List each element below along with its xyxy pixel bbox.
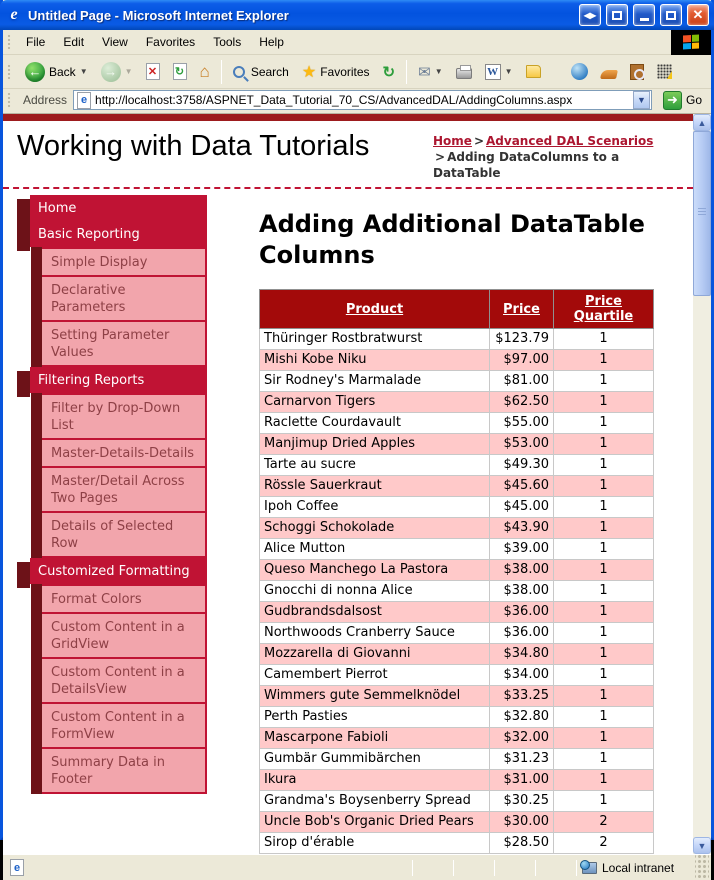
quartile-cell: 1 bbox=[554, 371, 654, 392]
price-cell: $55.00 bbox=[490, 413, 554, 434]
sidebar-label: Customized Formatting bbox=[30, 558, 207, 584]
table-row bbox=[260, 833, 654, 854]
mail-icon: ✉ bbox=[418, 63, 431, 81]
sidebar-item-custom-content-in-a-gridview[interactable] bbox=[31, 614, 207, 659]
go-label: Go bbox=[685, 93, 702, 107]
status-page-icon: e bbox=[10, 859, 24, 876]
messenger-icon bbox=[571, 63, 588, 80]
price-cell: $30.25 bbox=[490, 791, 554, 812]
discuss-note-icon bbox=[526, 65, 541, 78]
quartile-cell: 1 bbox=[554, 413, 654, 434]
sidebar-label: Filter by Drop-Down List bbox=[42, 393, 207, 440]
page-title: Adding Additional DataTable Columns bbox=[259, 210, 645, 269]
status-cell bbox=[454, 855, 494, 880]
site-header bbox=[3, 121, 693, 189]
product-cell: Queso Manchego La Pastora bbox=[260, 560, 490, 581]
sidebar-section-customized-formatting[interactable] bbox=[17, 558, 207, 584]
column-header-product bbox=[260, 290, 490, 329]
sidebar-label: Details of Selected Row bbox=[42, 513, 207, 558]
address-url[interactable]: http://localhost:3758/ASPNET_Data_Tutorial_70_CS/AdvancedDAL/AddingColumns.aspx bbox=[95, 93, 573, 107]
products-gridview bbox=[259, 289, 654, 854]
table-header-row bbox=[260, 290, 654, 329]
sidebar-label: Custom Content in a DetailsView bbox=[42, 659, 207, 704]
quartile-cell: 1 bbox=[554, 518, 654, 539]
sidebar-item-setting-parameter-values[interactable] bbox=[31, 322, 207, 367]
edit-with-word-button[interactable] bbox=[480, 62, 518, 82]
snippet-button[interactable] bbox=[652, 62, 677, 81]
security-zone-panel bbox=[577, 861, 695, 875]
address-bar bbox=[3, 89, 711, 114]
table-row bbox=[260, 644, 654, 665]
menu-item-view[interactable]: View bbox=[102, 35, 128, 49]
sidebar-label: Setting Parameter Values bbox=[42, 322, 207, 367]
quartile-cell: 1 bbox=[554, 728, 654, 749]
product-cell: Schoggi Schokolade bbox=[260, 518, 490, 539]
price-cell: $81.00 bbox=[490, 371, 554, 392]
sort-price-quartile-link[interactable]: Price Quartile bbox=[573, 294, 634, 324]
sidebar-label: Master/Detail Across Two Pages bbox=[42, 468, 207, 513]
table-row bbox=[260, 707, 654, 728]
security-zone-label: Local intranet bbox=[602, 860, 675, 875]
quartile-cell: 1 bbox=[554, 602, 654, 623]
quartile-cell: 1 bbox=[554, 770, 654, 791]
product-cell: Thüringer Rostbratwurst bbox=[260, 329, 490, 350]
product-cell: Gumbär Gummibärchen bbox=[260, 749, 490, 770]
sort-product-link[interactable]: Product bbox=[345, 301, 404, 317]
toolbar-grip[interactable] bbox=[6, 63, 11, 81]
product-cell: Rössle Sauerkraut bbox=[260, 476, 490, 497]
favorites-label: Favorites bbox=[320, 64, 370, 79]
window-title: Untitled Page - Microsoft Internet Explorer bbox=[28, 7, 289, 23]
sidebar-label: Home bbox=[30, 195, 207, 221]
item-strip bbox=[31, 704, 42, 749]
product-cell: Mozzarella di Giovanni bbox=[260, 644, 490, 665]
back-dropdown-icon[interactable]: ▼ bbox=[79, 67, 88, 76]
menu-item-file[interactable]: File bbox=[26, 35, 46, 49]
minimize-button[interactable] bbox=[633, 4, 655, 26]
quartile-cell: 1 bbox=[554, 665, 654, 686]
column-header-price-quartile bbox=[554, 290, 654, 329]
research-button[interactable] bbox=[625, 62, 649, 82]
price-cell: $38.00 bbox=[490, 560, 554, 581]
status-cell bbox=[413, 855, 453, 880]
quartile-cell: 1 bbox=[554, 539, 654, 560]
price-cell: $45.60 bbox=[490, 476, 554, 497]
quartile-cell: 1 bbox=[554, 392, 654, 413]
snippet-icon bbox=[657, 64, 672, 79]
price-cell: $31.23 bbox=[490, 749, 554, 770]
product-cell: Ikura bbox=[260, 770, 490, 791]
toolbar-separator bbox=[406, 60, 407, 84]
table-row bbox=[260, 329, 654, 350]
discuss-button[interactable] bbox=[521, 63, 546, 80]
product-cell: Perth Pasties bbox=[260, 707, 490, 728]
column-header-price bbox=[490, 290, 554, 329]
sidebar-item-filter-by-drop-down-list[interactable] bbox=[31, 393, 207, 440]
quartile-cell: 1 bbox=[554, 623, 654, 644]
export-tool-button[interactable] bbox=[606, 4, 628, 26]
product-cell: Gnocchi di nonna Alice bbox=[260, 581, 490, 602]
price-cell: $49.30 bbox=[490, 455, 554, 476]
quartile-cell: 1 bbox=[554, 581, 654, 602]
favorites-star-icon: ★ bbox=[301, 63, 317, 81]
sidebar-section-filtering-reports[interactable] bbox=[17, 367, 207, 393]
favorites-button[interactable] bbox=[297, 60, 375, 84]
product-cell: Camembert Pierrot bbox=[260, 665, 490, 686]
table-row bbox=[260, 581, 654, 602]
forward-icon: → bbox=[101, 62, 121, 82]
item-strip bbox=[31, 468, 42, 513]
forward-dropdown-icon: ▼ bbox=[124, 67, 133, 76]
sidebar-label: Filtering Reports bbox=[30, 367, 207, 393]
search-label: Search bbox=[250, 64, 289, 79]
price-cell: $62.50 bbox=[490, 392, 554, 413]
window-arrow-icon bbox=[612, 11, 622, 20]
history-button[interactable] bbox=[378, 61, 401, 83]
search-button[interactable] bbox=[228, 63, 294, 81]
table-row bbox=[260, 749, 654, 770]
menu-item-favorites[interactable]: Favorites bbox=[145, 35, 196, 49]
product-cell: Sir Rodney's Marmalade bbox=[260, 371, 490, 392]
history-icon: ↻ bbox=[382, 63, 396, 81]
table-row bbox=[260, 539, 654, 560]
windows-logo bbox=[671, 30, 711, 55]
address-grip[interactable] bbox=[6, 91, 11, 109]
quartile-cell: 1 bbox=[554, 707, 654, 728]
mail-button[interactable] bbox=[413, 61, 448, 83]
page-content bbox=[3, 189, 693, 854]
product-cell: Mishi Kobe Niku bbox=[260, 350, 490, 371]
quartile-cell: 1 bbox=[554, 329, 654, 350]
item-strip bbox=[31, 659, 42, 704]
menu-item-help[interactable]: Help bbox=[259, 35, 284, 49]
sidebar-label: Declarative Parameters bbox=[42, 277, 207, 322]
quartile-cell: 2 bbox=[554, 812, 654, 833]
status-cell bbox=[536, 855, 576, 880]
product-cell: Raclette Courdavault bbox=[260, 413, 490, 434]
sidebar-label: Summary Data in Footer bbox=[42, 749, 207, 794]
table-row bbox=[260, 350, 654, 371]
sidebar-item-details-of-selected-row[interactable] bbox=[31, 513, 207, 558]
item-strip bbox=[31, 277, 42, 322]
menu-item-tools[interactable]: Tools bbox=[213, 35, 242, 49]
sidebar-label: Custom Content in a GridView bbox=[42, 614, 207, 659]
refresh-icon: ↻ bbox=[173, 63, 187, 80]
search-icon bbox=[233, 66, 245, 78]
site-title: Working with Data Tutorials bbox=[17, 130, 370, 162]
item-strip bbox=[31, 749, 42, 794]
product-cell: Gudbrandsdalsost bbox=[260, 602, 490, 623]
sort-price-link[interactable]: Price bbox=[503, 301, 540, 317]
item-strip bbox=[31, 513, 42, 558]
web-page bbox=[3, 114, 693, 854]
price-cell: $31.00 bbox=[490, 770, 554, 791]
price-cell: $45.00 bbox=[490, 497, 554, 518]
forward-button[interactable] bbox=[96, 60, 138, 84]
price-cell: $39.00 bbox=[490, 539, 554, 560]
status-left-panel bbox=[5, 859, 412, 876]
home-button[interactable] bbox=[195, 60, 215, 84]
plugin-icon bbox=[600, 70, 618, 79]
section-square-icon bbox=[17, 371, 30, 397]
table-row bbox=[260, 728, 654, 749]
refresh-button[interactable] bbox=[168, 61, 192, 82]
menu-items bbox=[17, 33, 293, 51]
print-icon bbox=[456, 68, 472, 79]
table-row bbox=[260, 455, 654, 476]
address-input[interactable] bbox=[73, 90, 652, 110]
sidebar-item-master-details-details[interactable] bbox=[31, 440, 207, 468]
item-strip bbox=[31, 584, 42, 614]
word-icon: W bbox=[485, 64, 501, 80]
product-cell: Alice Mutton bbox=[260, 539, 490, 560]
maximize-button[interactable] bbox=[660, 4, 682, 26]
sidebar-label: Simple Display bbox=[42, 247, 207, 277]
page-favicon: e bbox=[77, 92, 91, 109]
scrollbar-track[interactable] bbox=[693, 296, 711, 837]
menu-item-edit[interactable]: Edit bbox=[63, 35, 85, 49]
standard-toolbar bbox=[3, 55, 711, 89]
table-row bbox=[260, 770, 654, 791]
sidebar-item-simple-display[interactable] bbox=[31, 247, 207, 277]
home-icon: ⌂ bbox=[199, 61, 210, 81]
quartile-cell: 1 bbox=[554, 476, 654, 497]
vertical-scrollbar[interactable] bbox=[693, 114, 711, 854]
go-button[interactable] bbox=[658, 91, 707, 110]
price-cell: $28.50 bbox=[490, 833, 554, 854]
price-cell: $34.00 bbox=[490, 665, 554, 686]
go-arrow-icon: ➜ bbox=[663, 91, 682, 110]
resize-grip[interactable] bbox=[695, 855, 709, 880]
quartile-cell: 1 bbox=[554, 497, 654, 518]
product-cell: Uncle Bob's Organic Dried Pears bbox=[260, 812, 490, 833]
table-row bbox=[260, 812, 654, 833]
mail-dropdown-icon[interactable]: ▼ bbox=[434, 67, 443, 76]
breadcrumb-separator: > bbox=[473, 134, 484, 148]
title-bar bbox=[0, 0, 714, 30]
sidebar-item-format-colors[interactable] bbox=[31, 584, 207, 614]
menu-bar bbox=[3, 30, 711, 55]
sidebar-nav bbox=[17, 195, 207, 794]
sidebar-section-home[interactable] bbox=[17, 195, 207, 221]
close-button[interactable]: ✕ bbox=[687, 4, 709, 26]
price-cell: $36.00 bbox=[490, 602, 554, 623]
sidebar-item-custom-content-in-a-formview[interactable] bbox=[31, 704, 207, 749]
price-cell: $33.25 bbox=[490, 686, 554, 707]
breadcrumb-link-home[interactable]: Home bbox=[433, 134, 472, 148]
sidebar-label: Basic Reporting bbox=[30, 221, 207, 247]
item-strip bbox=[31, 322, 42, 367]
breadcrumb-link-section[interactable]: Advanced DAL Scenarios bbox=[486, 134, 654, 148]
ie-logo-icon: e bbox=[10, 6, 18, 23]
plugin-button[interactable] bbox=[596, 63, 622, 81]
table-row bbox=[260, 392, 654, 413]
item-strip bbox=[31, 247, 42, 277]
price-cell: $32.80 bbox=[490, 707, 554, 728]
table-row bbox=[260, 371, 654, 392]
resize-tool-button[interactable]: ◂▸ bbox=[579, 4, 601, 26]
price-cell: $38.00 bbox=[490, 581, 554, 602]
table-row bbox=[260, 791, 654, 812]
breadcrumb-current: Adding DataColumns to a DataTable bbox=[433, 150, 620, 180]
table-row bbox=[260, 518, 654, 539]
price-cell: $123.79 bbox=[490, 329, 554, 350]
page-top-strip bbox=[3, 114, 693, 121]
breadcrumb bbox=[433, 130, 683, 181]
back-button[interactable] bbox=[20, 60, 93, 84]
quartile-cell: 1 bbox=[554, 350, 654, 371]
quartile-cell: 1 bbox=[554, 434, 654, 455]
menu-grip[interactable] bbox=[6, 33, 11, 51]
quartile-cell: 2 bbox=[554, 833, 654, 854]
sidebar-item-summary-data-in-footer[interactable] bbox=[31, 749, 207, 794]
quartile-cell: 1 bbox=[554, 749, 654, 770]
sidebar-section-basic-reporting[interactable] bbox=[17, 221, 207, 247]
price-cell: $34.80 bbox=[490, 644, 554, 665]
product-cell: Sirop d'érable bbox=[260, 833, 490, 854]
table-row bbox=[260, 434, 654, 455]
address-label: Address bbox=[23, 93, 68, 107]
section-square-icon bbox=[17, 225, 30, 251]
price-cell: $53.00 bbox=[490, 434, 554, 455]
stop-icon: ✕ bbox=[146, 63, 160, 80]
local-intranet-icon bbox=[582, 862, 597, 874]
sidebar-label: Master-Details-Details bbox=[42, 440, 207, 468]
table-row bbox=[260, 413, 654, 434]
price-cell: $30.00 bbox=[490, 812, 554, 833]
product-cell: Mascarpone Fabioli bbox=[260, 728, 490, 749]
scroll-up-button[interactable]: ▲ bbox=[693, 114, 711, 131]
table-row bbox=[260, 602, 654, 623]
table-row bbox=[260, 476, 654, 497]
toolbar-separator bbox=[221, 60, 222, 84]
product-cell: Carnarvon Tigers bbox=[260, 392, 490, 413]
status-bar bbox=[3, 854, 711, 880]
product-cell: Grandma's Boysenberry Spread bbox=[260, 791, 490, 812]
research-icon bbox=[630, 64, 644, 80]
quartile-cell: 1 bbox=[554, 791, 654, 812]
scrollbar-thumb[interactable] bbox=[693, 131, 711, 296]
back-label: Back bbox=[49, 64, 76, 79]
product-cell: Manjimup Dried Apples bbox=[260, 434, 490, 455]
edit-dropdown-icon[interactable]: ▼ bbox=[504, 67, 513, 76]
sidebar-label: Format Colors bbox=[42, 584, 207, 614]
address-dropdown-button[interactable]: ▼ bbox=[633, 91, 650, 109]
item-strip bbox=[31, 614, 42, 659]
price-cell: $97.00 bbox=[490, 350, 554, 371]
table-row bbox=[260, 497, 654, 518]
price-cell: $43.90 bbox=[490, 518, 554, 539]
messenger-button[interactable] bbox=[566, 61, 593, 82]
status-cell bbox=[495, 855, 535, 880]
table-row bbox=[260, 560, 654, 581]
minimize-icon bbox=[640, 18, 649, 21]
main-content bbox=[207, 195, 693, 854]
table-row bbox=[260, 623, 654, 644]
product-cell: Northwoods Cranberry Sauce bbox=[260, 623, 490, 644]
sidebar-item-declarative-parameters[interactable] bbox=[31, 277, 207, 322]
price-cell: $36.00 bbox=[490, 623, 554, 644]
quartile-cell: 1 bbox=[554, 455, 654, 476]
item-strip bbox=[31, 440, 42, 468]
stop-button[interactable] bbox=[141, 61, 165, 82]
table-row bbox=[260, 665, 654, 686]
sidebar-label: Custom Content in a FormView bbox=[42, 704, 207, 749]
breadcrumb-separator: > bbox=[435, 150, 446, 164]
product-cell: Ipoh Coffee bbox=[260, 497, 490, 518]
browser-viewport bbox=[3, 114, 711, 854]
price-cell: $32.00 bbox=[490, 728, 554, 749]
product-cell: Wimmers gute Semmelknödel bbox=[260, 686, 490, 707]
maximize-icon bbox=[666, 11, 676, 20]
quartile-cell: 1 bbox=[554, 560, 654, 581]
sidebar-item-master-detail-across-two-pages[interactable] bbox=[31, 468, 207, 513]
quartile-cell: 1 bbox=[554, 686, 654, 707]
back-icon: ← bbox=[25, 62, 45, 82]
section-square-icon bbox=[17, 199, 30, 225]
table-row bbox=[260, 686, 654, 707]
product-cell: Tarte au sucre bbox=[260, 455, 490, 476]
print-button[interactable] bbox=[451, 62, 477, 81]
scroll-down-button[interactable]: ▼ bbox=[693, 837, 711, 854]
item-strip bbox=[31, 393, 42, 440]
sidebar-item-custom-content-in-a-detailsview[interactable] bbox=[31, 659, 207, 704]
section-square-icon bbox=[17, 562, 30, 588]
windows-flag-icon bbox=[683, 34, 699, 49]
quartile-cell: 1 bbox=[554, 644, 654, 665]
